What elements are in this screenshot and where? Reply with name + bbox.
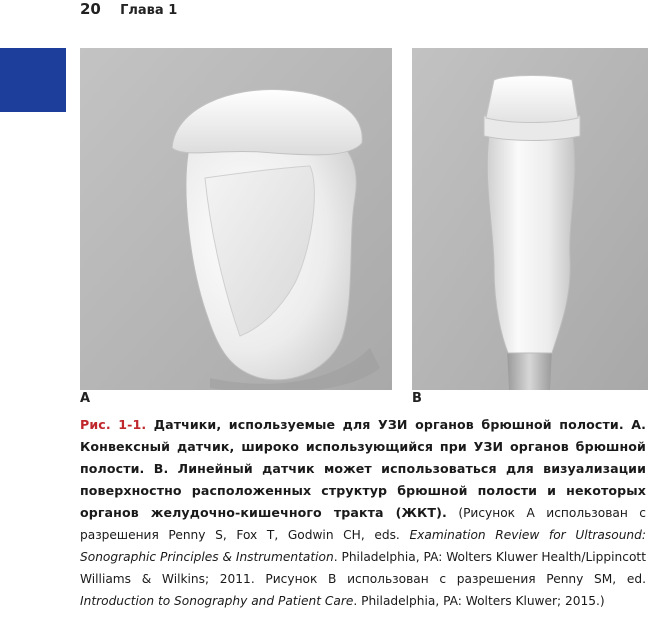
- chapter-side-tab: [0, 48, 66, 112]
- page-header: [80, 0, 177, 22]
- figure-reference: Рис. 1-1.: [80, 417, 147, 432]
- caption-text: Датчики, используемые для УЗИ органов брюшной полости. А. Конвексный датчик, широко использующийся при УЗИ органов брюшной полости. В. Линейный датчик может использоваться для визуализации поверхностно расположенных структур брюшной полости и некоторых органов желудочно-кишечного тракта (ЖКТ).: [80, 417, 647, 520]
- citation-part-1: (Рисунок А использован с разрешения Penny S, Fox T, Godwin CH, eds.: [80, 506, 646, 542]
- citation-title-2: Introduction to Sonography and Patient Care: [80, 594, 354, 608]
- photo-linear-transducer: [412, 48, 648, 390]
- page-number: 20: [80, 0, 101, 18]
- figure-label-b: B: [412, 391, 422, 406]
- citation-title-1: Examination Review for Ultrasound: Sonographic Principles & Instrumentation: [80, 528, 646, 564]
- citation-part-3: . Philadelphia, PA: Wolters Kluwer; 2015.): [353, 594, 605, 608]
- figure-caption: [80, 414, 646, 612]
- figure-label-a: A: [80, 391, 91, 406]
- photo-convex-transducer: [80, 48, 392, 390]
- citation-part-2: . Philadelphia, PA: Wolters Kluwer Health/Lippincott Williams & Wilkins; 2011. Рисунок В использован с разрешения Penny SM, ed.: [80, 550, 646, 586]
- chapter-title: Глава 1: [120, 3, 178, 18]
